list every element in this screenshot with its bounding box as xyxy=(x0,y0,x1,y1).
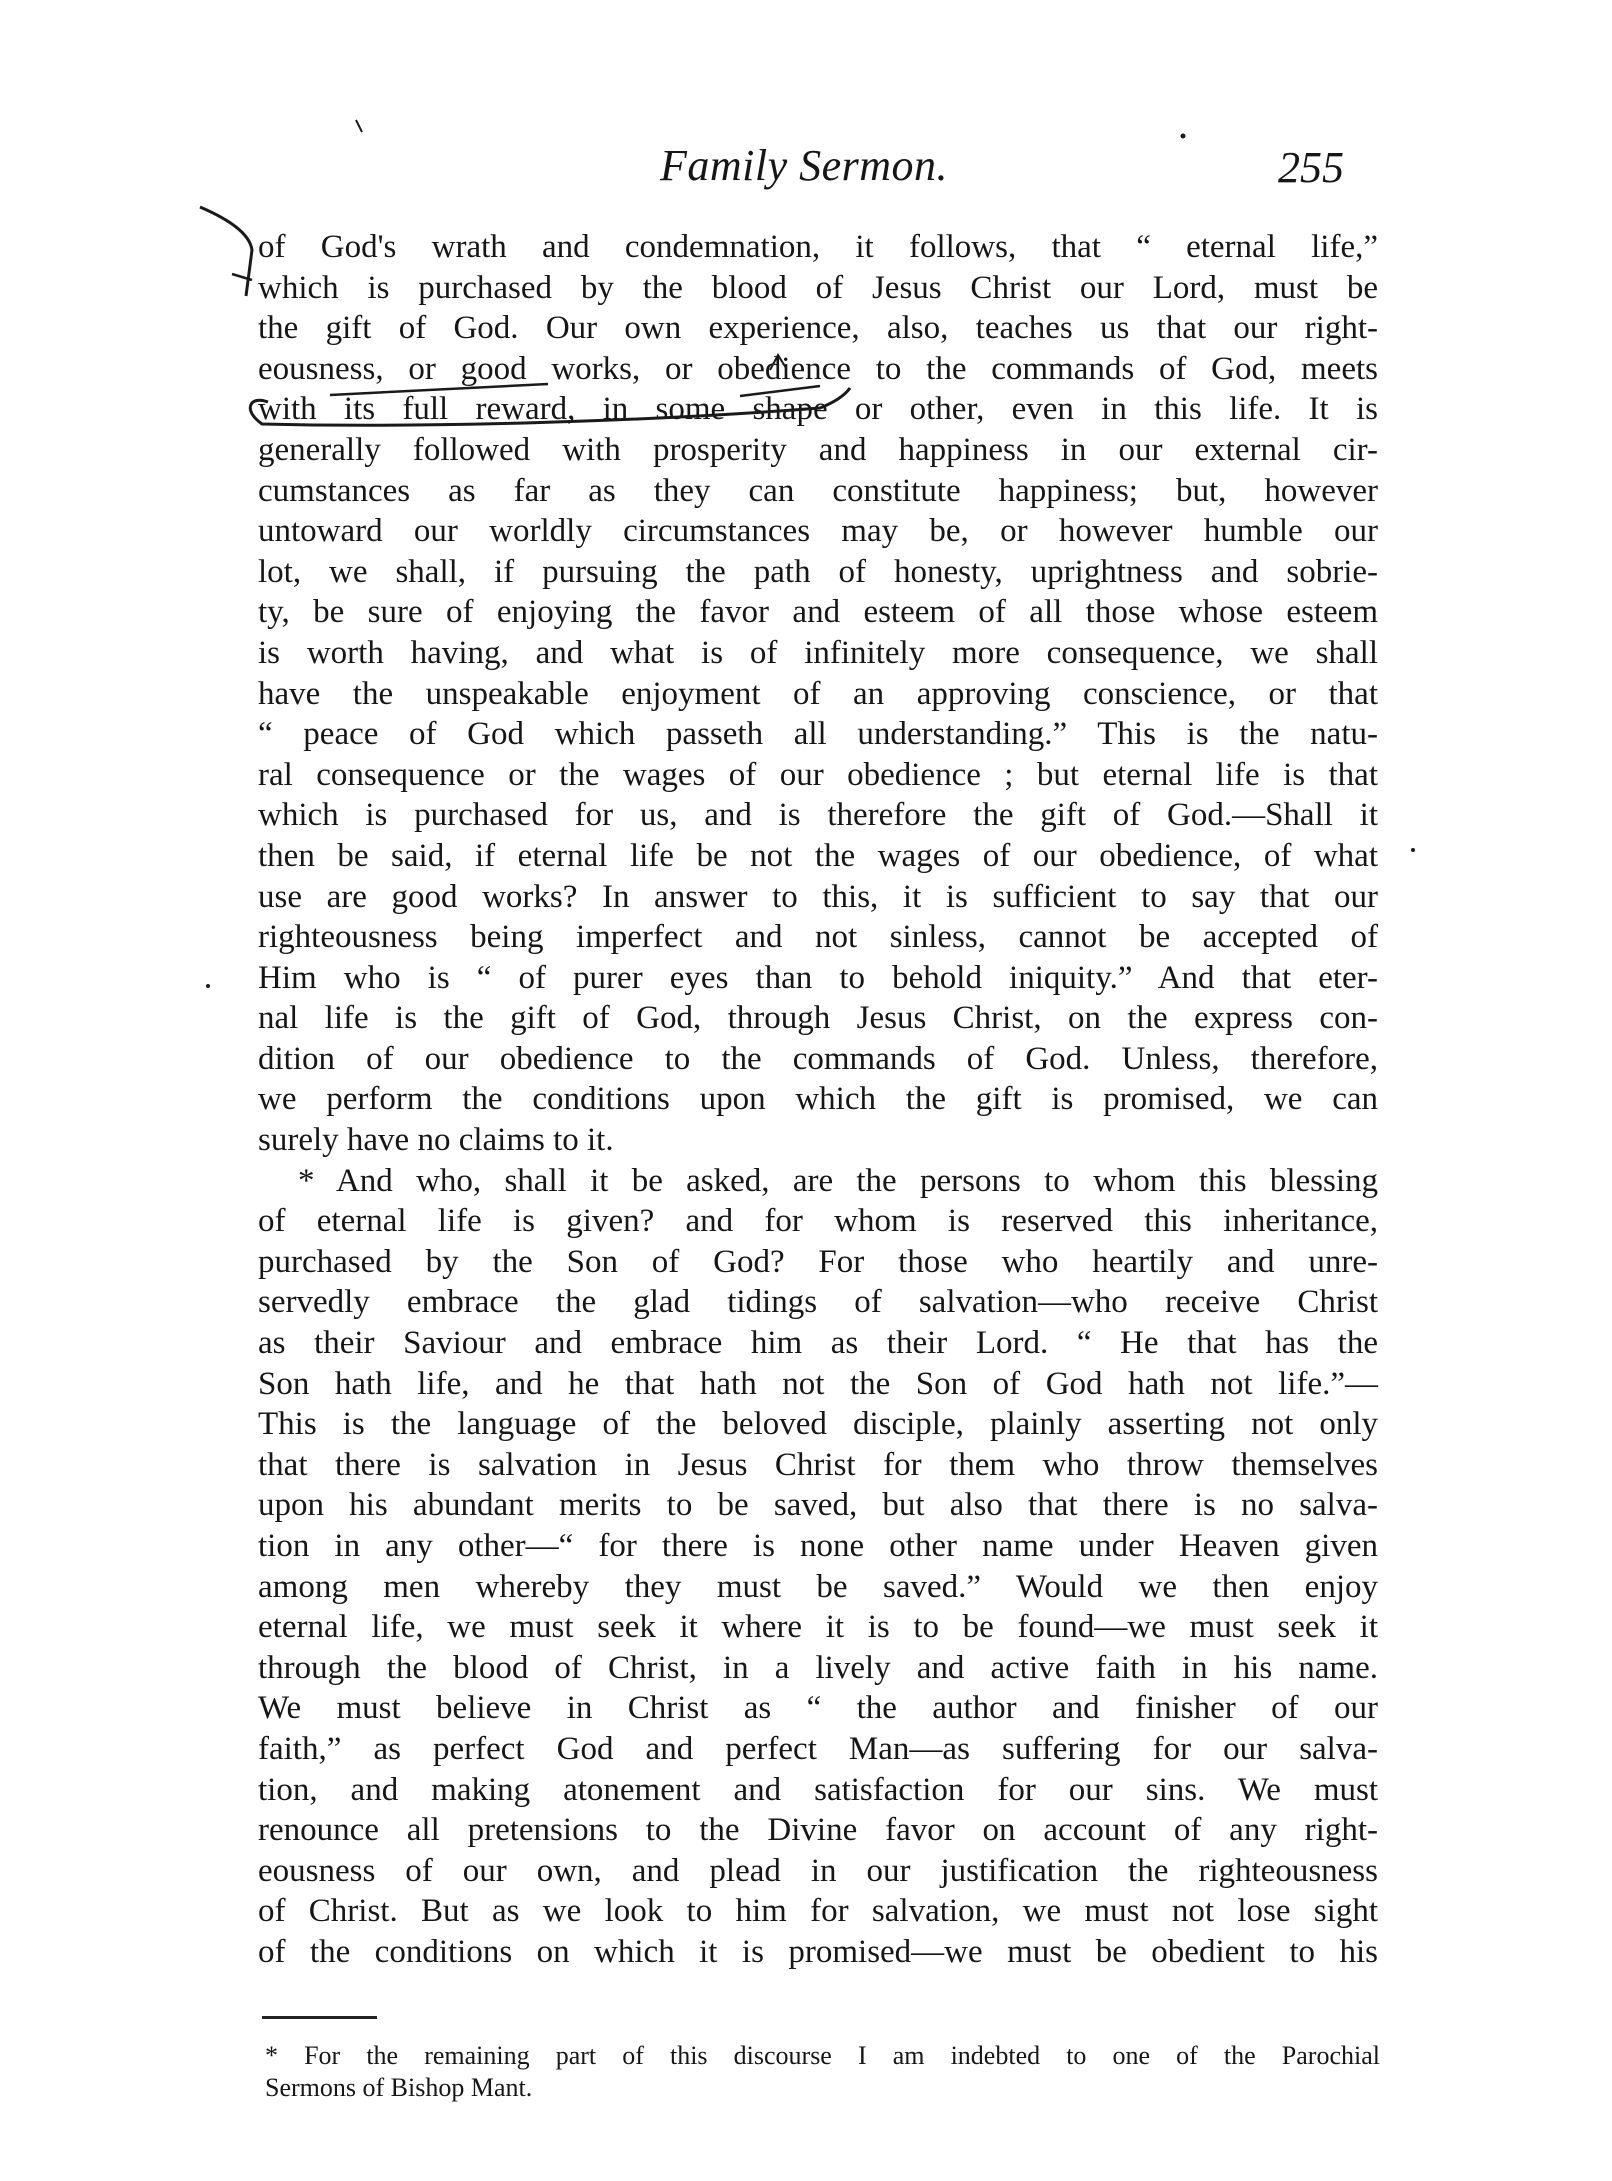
page-number: 255 xyxy=(1278,143,1344,192)
text-line: as their Saviour and embrace him as their Lord. “ He that has the xyxy=(258,1325,1378,1362)
text-line: surely have no claims to it. xyxy=(258,1122,614,1159)
text-line: have the unspeakable enjoyment of an approving conscience, or that xyxy=(258,675,1378,712)
text-line: renounce all pretensions to the Divine favor on account of any right- xyxy=(258,1812,1378,1849)
text-line: the gift of God. Our own experience, also, teaches us that our right- xyxy=(258,310,1378,347)
text-line: Him who is “ of purer eyes than to behold iniquity.” And that eter- xyxy=(258,959,1378,996)
text-line: * And who, shall it be asked, are the persons to whom this blessing xyxy=(298,1162,1378,1199)
text-line: eousness of our own, and plead in our justification the righteousness xyxy=(258,1852,1378,1889)
text-line: which is purchased by the blood of Jesus Christ our Lord, must be xyxy=(258,269,1378,306)
text-line: ral consequence or the wages of our obedience ; but eternal life is that xyxy=(258,756,1378,793)
strikethrough-mark xyxy=(330,384,548,395)
text-line: This is the language of the beloved disciple, plainly asserting not only xyxy=(258,1406,1378,1443)
stray-dot xyxy=(1181,134,1186,139)
text-line: righteousness being imperfect and not sinless, cannot be accepted of xyxy=(258,919,1378,956)
text-line: of God's wrath and condemnation, it follows, that “ eternal life,” xyxy=(258,229,1378,265)
stray-dot xyxy=(206,984,210,988)
text-line: use are good works? In answer to this, it is sufficient to say that our xyxy=(258,878,1378,915)
text-line: tion, and making atonement and satisfaction for our sins. We must xyxy=(258,1771,1378,1808)
footnote-line: * For the remaining part of this discourse I am indebted to one of the Parochial xyxy=(265,2041,1380,2070)
text-line: is worth having, and what is of infinitely more consequence, we shall xyxy=(258,634,1378,671)
text-line: that there is salvation in Jesus Christ for them who throw themselves xyxy=(258,1446,1378,1483)
text-line: nal life is the gift of God, through Jesus Christ, on the express con- xyxy=(258,1000,1378,1037)
running-title: Family Sermon. xyxy=(660,141,949,190)
text-line: which is purchased for us, and is therefore the gift of God.—Shall it xyxy=(258,797,1378,834)
text-line: faith,” as perfect God and perfect Man—as suffering for our salva- xyxy=(258,1730,1378,1767)
text-line: tion in any other—“ for there is none other name under Heaven given xyxy=(258,1528,1378,1564)
text-line: We must believe in Christ as “ the author and finisher of our xyxy=(258,1690,1378,1727)
strikethrough-mark xyxy=(740,386,820,396)
stray-mark xyxy=(356,120,362,132)
footnote-line: Sermons of Bishop Mant. xyxy=(265,2073,533,2102)
text-line: through the blood of Christ, in a lively and active faith in his name. xyxy=(258,1649,1378,1686)
text-line: ty, be sure of enjoying the favor and esteem of all those whose esteem xyxy=(258,594,1378,631)
text-line: dition of our obedience to the commands of God. Unless, therefore, xyxy=(258,1040,1378,1077)
text-line: upon his abundant merits to be saved, but also that there is no salva- xyxy=(258,1487,1378,1524)
text-line: of eternal life is given? and for whom is reserved this inheritance, xyxy=(258,1203,1378,1240)
text-line: “ peace of God which passeth all understanding.” This is the natu- xyxy=(258,716,1378,753)
text-line: Son hath life, and he that hath not the Son of God hath not life.”— xyxy=(258,1365,1378,1402)
text-line: then be said, if eternal life be not the wages of our obedience, of what xyxy=(258,837,1378,874)
text-line: generally followed with prosperity and happiness in our external cir- xyxy=(258,431,1378,468)
text-line: cumstances as far as they can constitute happiness; but, however xyxy=(258,472,1378,509)
text-line: untoward our worldly circumstances may be, or however humble our xyxy=(258,513,1378,550)
text-line: of the conditions on which it is promised—we must be obedient to his xyxy=(258,1933,1378,1970)
text-line: among men whereby they must be saved.” Would we then enjoy xyxy=(258,1568,1378,1605)
text-line: servedly embrace the glad tidings of salvation—who receive Christ xyxy=(258,1284,1378,1321)
text-line: eternal life, we must seek it where it is to be found—we must seek it xyxy=(258,1609,1378,1646)
margin-bracket-mark xyxy=(200,207,252,296)
text-line: eousness, or good works, or obedience to the commands of God, meets xyxy=(258,350,1378,387)
text-line: lot, we shall, if pursuing the path of honesty, uprightness and sobrie- xyxy=(258,553,1378,590)
text-line: we perform the conditions upon which the gift is promised, we can xyxy=(258,1081,1378,1118)
caret-mark xyxy=(770,355,786,370)
text-line: of Christ. But as we look to him for salvation, we must not lose sight xyxy=(258,1893,1378,1930)
text-line: with its full reward, in some shape or other, even in this life. It is xyxy=(258,391,1378,428)
stray-dot xyxy=(1411,848,1415,852)
text-line: purchased by the Son of God? For those who heartily and unre- xyxy=(258,1243,1378,1280)
